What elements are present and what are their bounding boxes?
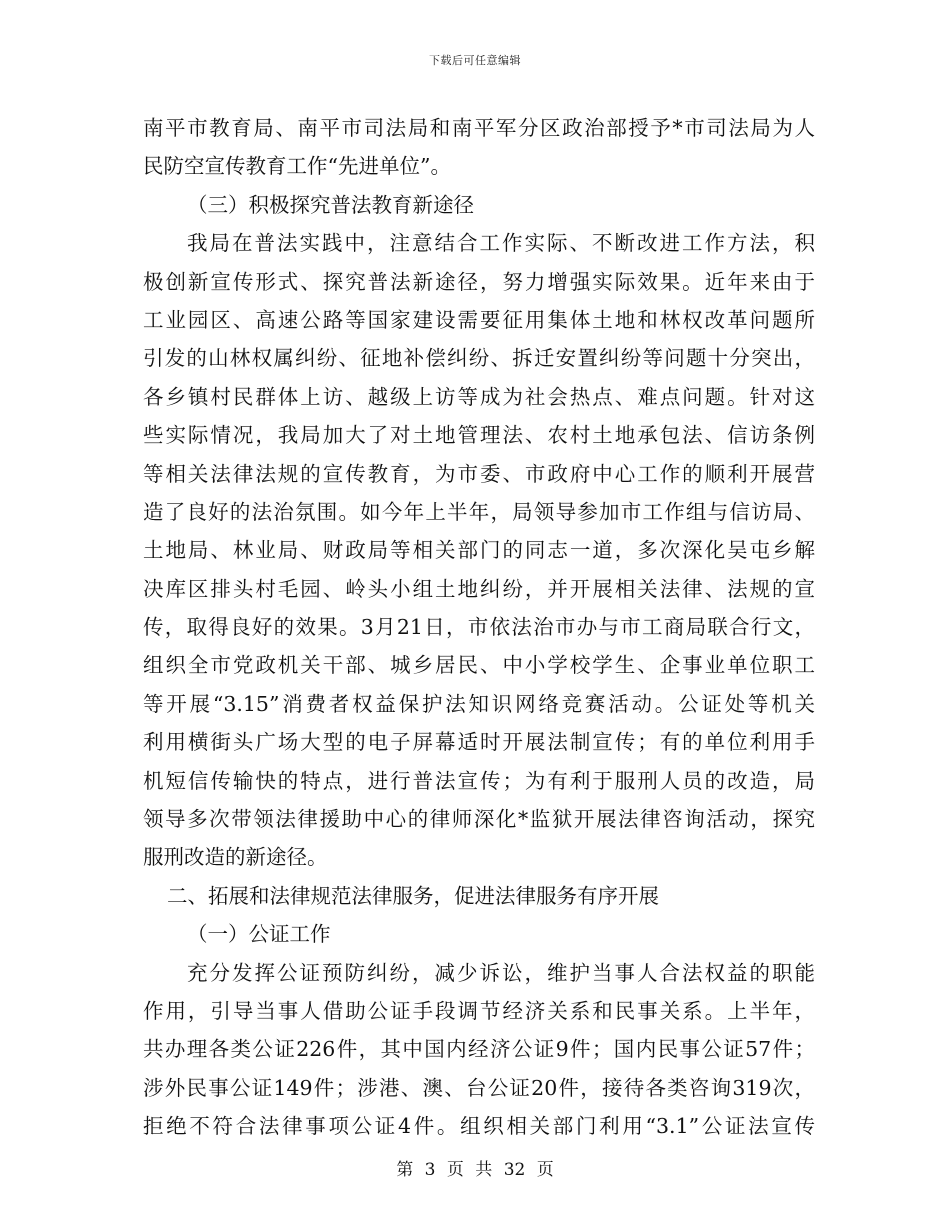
paragraph-line: 南平市教育局、南平市司法局和南平军分区政治部授予*市司法局为人 (143, 116, 815, 140)
paragraph-line: 领导多次带领法律援助中心的律师深化*监狱开展法律咨询活动，探究 (143, 807, 815, 832)
paragraph-line: 涉外民事公证149件；涉港、澳、台公证20件，接待各类咨询319次， (143, 1075, 815, 1100)
paragraph-line: 各乡镇村民群体上访、越级上访等成为社会热点、难点问题。针对这 (143, 384, 815, 409)
paragraph-line: 土地局、林业局、财政局等相关部门的同志一道，多次深化吴屯乡解 (143, 538, 815, 563)
section-title: 二、拓展和法律规范法律服务，促进法律服务有序开展 (167, 883, 659, 908)
paragraph-line: 等相关法律法规的宣传教育，为市委、市政府中心工作的顺利开展营 (143, 461, 815, 486)
page-footer: 第 3 页 共 32 页 (396, 1160, 554, 1180)
paragraph-line: 拒绝不符合法律事项公证4件。组织相关部门利用“3.1”公证法宣传 (143, 1114, 815, 1139)
paragraph-line: 极创新宣传形式、探究普法新途径，努力增强实际效果。近年来由于 (143, 269, 815, 294)
paragraph-line: 工业园区、高速公路等国家建设需要征用集体土地和林权改革问题所 (143, 307, 815, 332)
paragraph-line: 传，取得良好的效果。3月21日，市依法治市办与市工商局联合行文， (143, 615, 815, 640)
paragraph-line: 作用，引导当事人借助公证手段调节经济关系和民事关系。上半年， (143, 998, 815, 1023)
paragraph-line: 等开展“3.15”消费者权益保护法知识网络竞赛活动。公证处等机关 (143, 691, 815, 716)
paragraph-line: 利用横街头广场大型的电子屏幕适时开展法制宣传；有的单位利用手 (143, 730, 815, 755)
paragraph-line: 服刑改造的新途径。 (143, 845, 328, 870)
paragraph-line: 共办理各类公证226件，其中国内经济公证9件；国内民事公证57件； (143, 1037, 815, 1062)
page-header: 下载后可任意编辑 (429, 54, 521, 67)
paragraph-line: 机短信传输快的特点，进行普法宣传；为有利于服刑人员的改造，局 (143, 768, 815, 793)
paragraph-line: 决库区排头村毛园、岭头小组土地纠纷，并开展相关法律、法规的宣 (143, 576, 815, 601)
paragraph-line: 些实际情况，我局加大了对土地管理法、农村土地承包法、信访条例 (143, 423, 815, 448)
document-body (143, 109, 815, 1146)
paragraph-line: 我局在普法实践中，注意结合工作实际、不断改进工作方法，积 (187, 231, 815, 256)
section-heading: （三）积极探究普法教育新途径 (187, 192, 474, 217)
section-heading: （一）公证工作 (187, 922, 331, 947)
paragraph-line: 充分发挥公证预防纠纷，减少诉讼，维护当事人合法权益的职能 (187, 960, 815, 985)
paragraph-line: 造了良好的法治氛围。如今年上半年，局领导参加市工作组与信访局、 (143, 499, 815, 524)
paragraph-line: 引发的山林权属纠纷、征地补偿纠纷、拆迁安置纠纷等问题十分突出， (143, 346, 815, 371)
paragraph-line: 民防空宣传教育工作“先进单位”。 (143, 154, 451, 179)
paragraph-line: 组织全市党政机关干部、城乡居民、中小学校学生、企事业单位职工 (143, 653, 815, 678)
